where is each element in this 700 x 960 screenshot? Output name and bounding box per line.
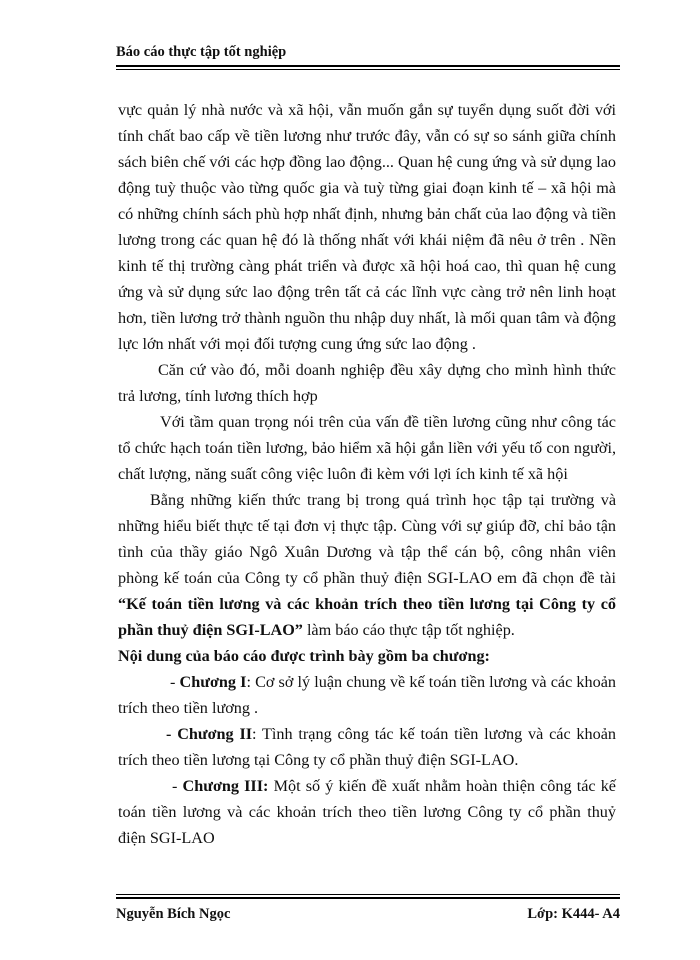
- footer-rule-thick: [116, 897, 620, 899]
- chapter-name: Chương I: [179, 673, 247, 691]
- chapter-prefix: -: [170, 673, 180, 691]
- footer-row: [116, 906, 620, 923]
- header-title: Báo cáo thực tập tốt nghiệp: [116, 44, 287, 60]
- thesis-topic: “Kế toán tiền lương và các khoản trích theo tiền lương tại Công ty cổ phần thuỷ điện SGI-LAO”: [118, 595, 616, 639]
- page-header: [116, 44, 620, 70]
- chapter-item: [118, 669, 616, 721]
- page-footer: [116, 894, 620, 923]
- paragraph-4-start: Bằng những kiến thức trang bị trong quá trình học tập tại trường và những hiểu biết thực tế tại đơn vị thực tập. Cùng với sự giúp đỡ, chỉ bảo tận tình của thầy giáo Ngô Xuân Dương và tập thể cán bộ, công nhân viên phòng kế toán của Công ty cổ phần thuỷ điện SGI-LAO em đã chọn đề tài: [118, 491, 616, 587]
- chapter-text: : Tình trạng công tác kế toán tiền lương và các khoản trích theo tiền lương tại Công ty cổ phần thuỷ điện SGI-LAO.: [118, 725, 616, 769]
- paragraph-2: Căn cứ vào đó, mỗi doanh nghiệp đều xây dựng cho mình hình thức trả lương, tính lương thích hợp: [118, 361, 616, 405]
- chapter-item: [118, 721, 616, 773]
- paragraph-3: Với tầm quan trọng nói trên của vấn đề tiền lương cũng như công tác tổ chức hạch toán tiền lương, bảo hiểm xã hội gắn liền với yếu tố con người, chất lượng, năng suất công việc luôn đi kèm với lợi ích kinh tế xã hội: [118, 413, 616, 483]
- chapter-prefix: -: [172, 777, 183, 795]
- document-body: [118, 97, 616, 851]
- chapter-name: Chương III:: [182, 777, 269, 795]
- chapter-text: Một số ý kiến đề xuất nhằm hoàn thiện công tác kế toán tiền lương và các khoản trích theo tiền lương Công ty cổ phần thuỷ điện SGI-LAO: [118, 777, 616, 847]
- paragraph-1: vực quản lý nhà nước và xã hội, vẫn muốn gắn sự tuyển dụng suốt đời với tính chất bao cấp về tiền lương như trước đây, vẫn có sự so sánh giữa chính sách biên chế với các hợp đồng lao động... Quan hệ cung ứng và sử dụng lao động tuỳ thuộc vào từng quốc gia và tuỳ từng giai đoạn kinh tế – xã hội mà có những chính sách phù hợp nhất định, nhưng bản chất của lao động và tiền lương trong các quan hệ đó là thống nhất với khái niệm đã nêu ở trên . Nền kinh tế thị trường càng phát triển và được xã hội hoá cao, thì quan hệ cung ứng và sử dụng sức lao động trên tất cả các lĩnh vực càng trở nên linh hoạt hơn, tiền lương trở thành nguồn thu nhập duy nhất, là mối quan tâm và động lực lớn nhất với mọi đối tượng cung ứng sức lao động .: [118, 101, 616, 353]
- footer-class: Lớp: K444- A4: [527, 906, 620, 922]
- paragraph-4-end: làm báo cáo thực tập tốt nghiệp.: [306, 621, 515, 639]
- contents-heading: Nội dung của báo cáo được trình bày gồm ba chương:: [118, 647, 490, 665]
- chapter-item: [118, 773, 616, 851]
- chapter-text: : Cơ sở lý luận chung về kế toán tiền lương và các khoản trích theo tiền lương .: [118, 673, 616, 717]
- chapter-prefix: -: [166, 725, 178, 743]
- chapter-name: Chương II: [177, 725, 253, 743]
- header-rule-thick: [116, 65, 620, 67]
- footer-rule-thin: [116, 894, 620, 895]
- header-rule-thin: [116, 69, 620, 70]
- paragraph-4: [118, 487, 616, 643]
- footer-author: Nguyễn Bích Ngọc: [116, 906, 231, 922]
